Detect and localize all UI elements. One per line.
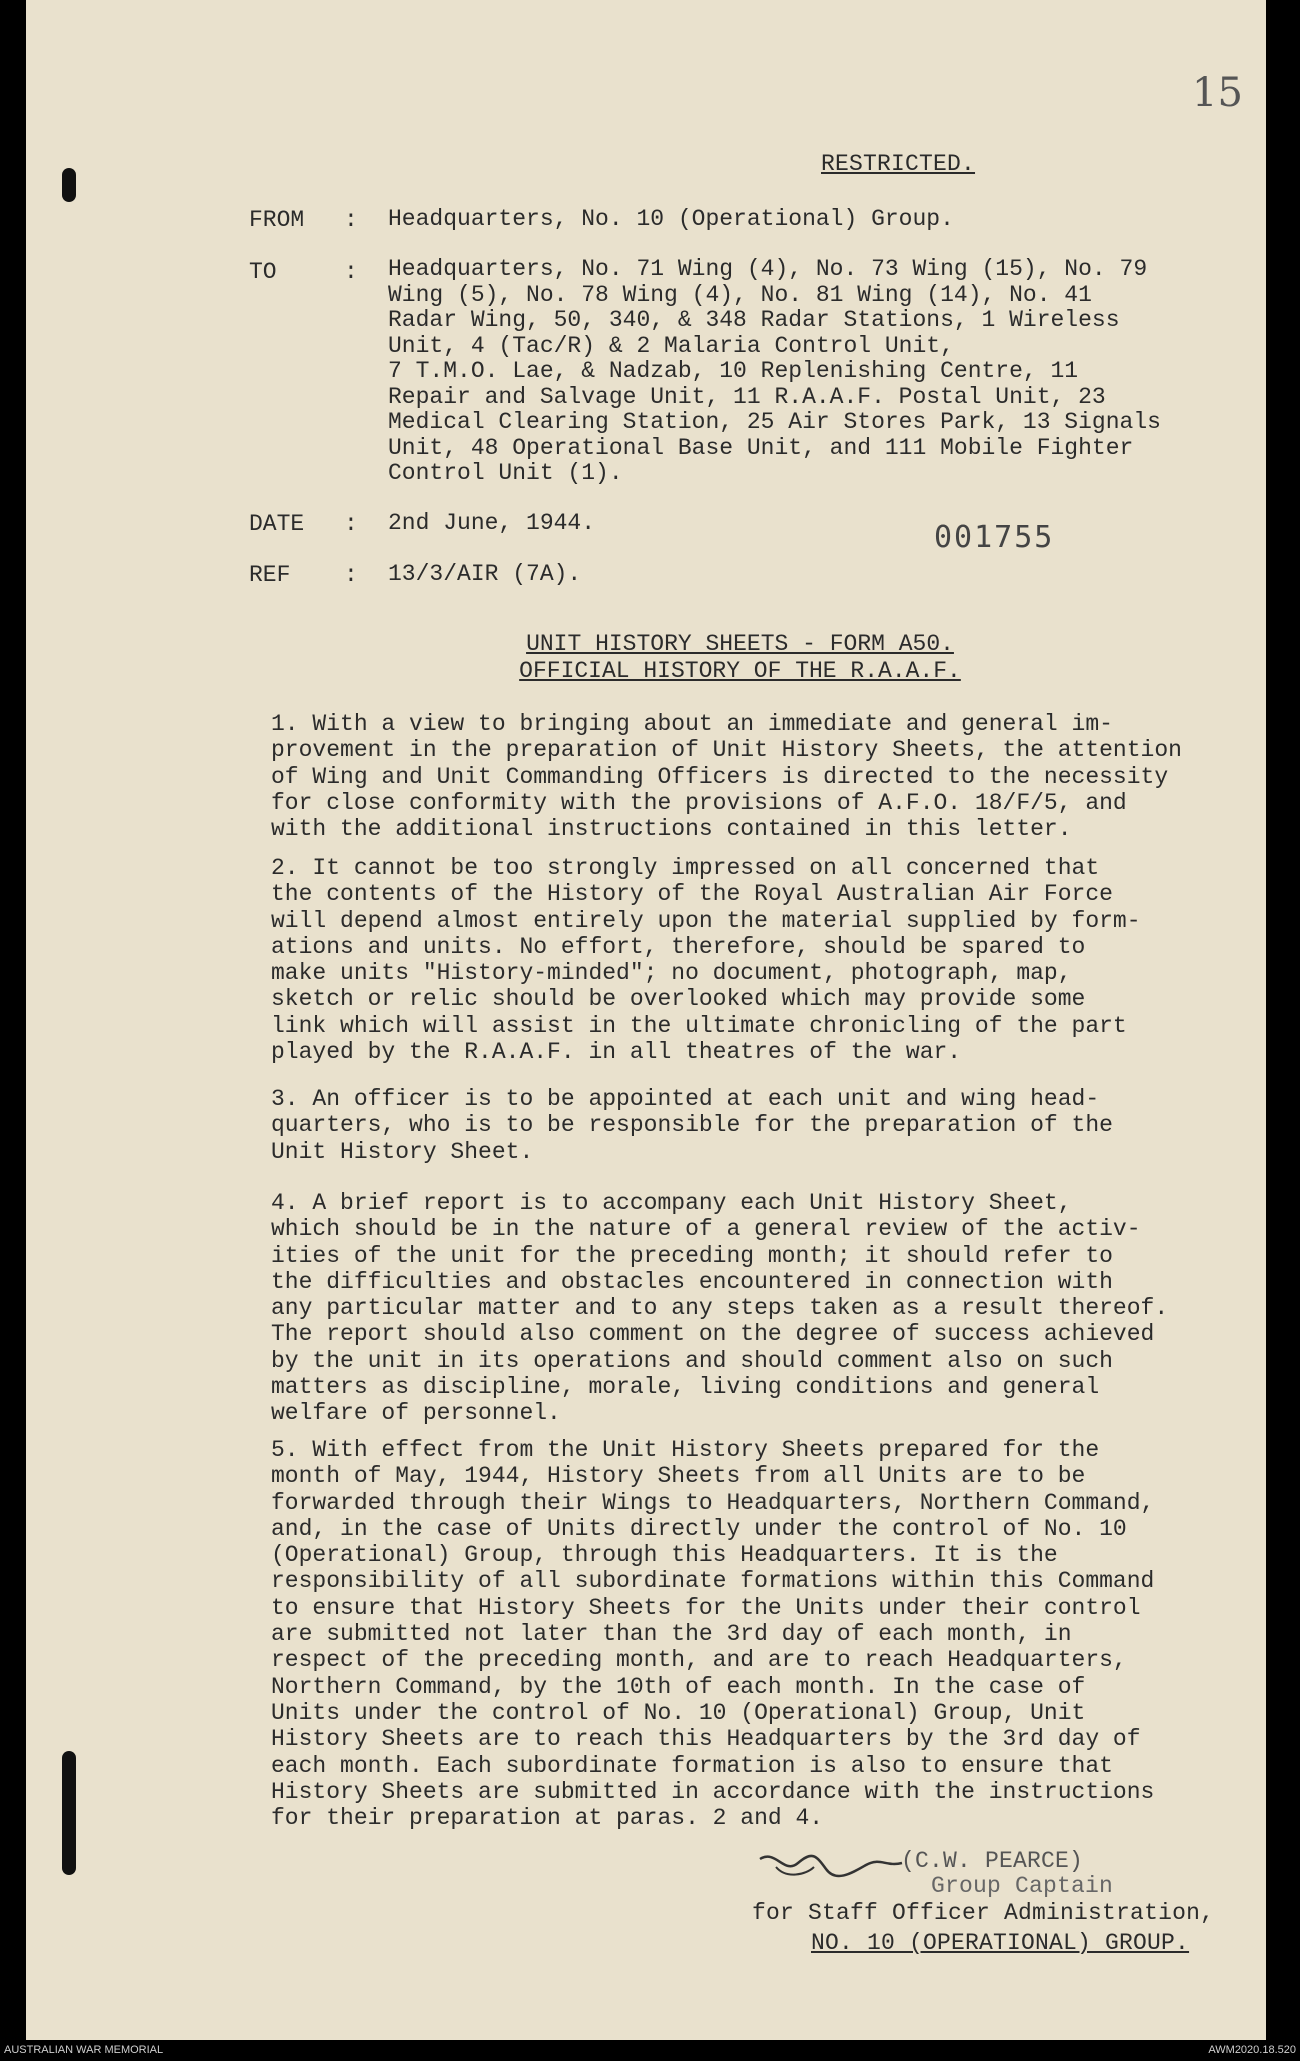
- date-colon: :: [344, 511, 358, 537]
- signature-line-1: for Staff Officer Administration,: [752, 1900, 1215, 1926]
- footer-institution: AUSTRALIAN WAR MEMORIAL: [4, 2044, 164, 2056]
- paragraph-2: 2. It cannot be too strongly impressed on all concerned that the contents of the History of the Royal Australian Air Force will depend almost entirely upon the material supplied by form- ations and units. No effort, therefore, should be spared to make units "History-minded"; no document, photograph, map, sketch or relic should be overlooked which may provide some link which will assist in the ultimate chronicling of the part played by the R.A.A.F. in all theatres of the war.: [271, 855, 1141, 1066]
- to-label: TO: [249, 259, 277, 285]
- to-value: Headquarters, No. 71 Wing (4), No. 73 Wing (15), No. 79 Wing (5), No. 78 Wing (4), No. 81 Wing (14), No. 41 Radar Wing, 50, 340, & 348 Radar Stations, 1 Wireless Unit, 4 (Tac/R) & 2 Malaria Control Unit, 7 T.M.O. Lae, & Nadzab, 10 Replenishing Centre, 11 Repair and Salvage Unit, 11 R.A.A.F. Postal Unit, 23 Medical Clearing Station, 25 Air Stores Park, 13 Signals Unit, 48 Operational Base Unit, and 111 Mobile Fighter Control Unit (1).: [388, 256, 1161, 486]
- handwritten-signature: [756, 1845, 906, 1885]
- subject-line-1: UNIT HISTORY SHEETS - FORM A50.: [526, 631, 954, 657]
- paragraph-4: 4. A brief report is to accompany each Unit History Sheet, which should be in the nature of a general review of the activ- ities of the unit for the preceding month; it should refer to the difficulties and obstacles encountered in connection with any particular matter and to any steps taken as a result thereof. The report should also comment on the degree of success achieved by the unit in its operations and should comment also on such matters as discipline, morale, living conditions and general welfare of personnel.: [271, 1190, 1169, 1427]
- file-number-stamp: 001755: [934, 520, 1055, 555]
- date-value: 2nd June, 1944.: [388, 510, 596, 536]
- from-colon: :: [344, 207, 358, 233]
- classification-heading: RESTRICTED.: [821, 151, 976, 177]
- footer-accession-number: AWM2020.18.520: [1208, 2044, 1296, 2056]
- punch-hole-top: [62, 168, 76, 202]
- paragraph-1: 1. With a view to bringing about an immediate and general im- provement in the preparation of Unit History Sheets, the attention of Wing and Unit Commanding Officers is directed to the necessity for close conformity with the provisions of A.F.O. 18/F/5, and with the additional instructions contained in this letter.: [271, 711, 1182, 843]
- punch-hole-bottom: [62, 1751, 76, 1875]
- document-page: [26, 0, 1266, 2040]
- archive-footer: [0, 2040, 1300, 2061]
- folio-number: 15: [1192, 70, 1243, 116]
- signature-line-2: NO. 10 (OPERATIONAL) GROUP.: [811, 1930, 1190, 1956]
- ref-value: 13/3/AIR (7A).: [388, 561, 582, 587]
- ref-label: REF: [249, 562, 291, 588]
- signatory-rank: Group Captain: [931, 1873, 1114, 1899]
- from-value: Headquarters, No. 10 (Operational) Group.: [388, 206, 954, 232]
- ref-colon: :: [344, 562, 358, 588]
- date-label: DATE: [249, 511, 305, 537]
- subject-line-2: OFFICIAL HISTORY OF THE R.A.A.F.: [519, 658, 961, 684]
- subject-heading: [460, 631, 1020, 685]
- to-colon: :: [344, 259, 358, 285]
- from-label: FROM: [249, 207, 305, 233]
- paragraph-5: 5. With effect from the Unit History Sheets prepared for the month of May, 1944, History Sheets from all Units are to be forwarded through their Wings to Headquarters, Northern Command, and, in the case of Units directly under the control of No. 10 (Operational) Group, through this Headquarters. It is the responsibility of all subordinate formations within this Command to ensure that History Sheets for the Units under their control are submitted not later than the 3rd day of each month, in respect of the preceding month, and are to reach Headquarters, Northern Command, by the 10th of each month. In the case of Units under the control of No. 10 (Operational) Group, Unit History Sheets are to reach this Headquarters by the 3rd day of each month. Each subordinate formation is also to ensure that History Sheets are submitted in accordance with the instructions for their preparation at paras. 2 and 4.: [271, 1437, 1155, 1832]
- paragraph-3: 3. An officer is to be appointed at each unit and wing head- quarters, who is to be responsible for the preparation of the Unit History Sheet.: [271, 1086, 1113, 1165]
- signatory-name: (C.W. PEARCE): [901, 1848, 1084, 1874]
